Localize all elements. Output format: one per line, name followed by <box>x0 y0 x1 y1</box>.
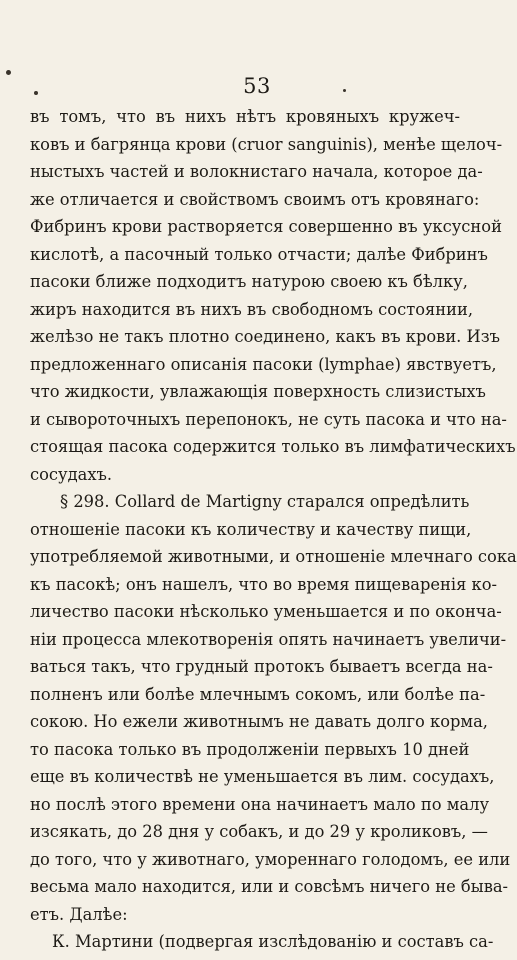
text-line: но послѣ этого времени она начинаетъ мало по малу <box>30 794 490 814</box>
text-line: то пасока только въ продолженіи первыхъ 10 дней <box>30 739 470 759</box>
text-line: изсякать, до 28 дня у собакъ, и до 29 у кроликовъ, — <box>30 822 488 841</box>
text-line: къ пасокѣ; онъ нашелъ, что во время пищеваренія ко- <box>30 574 498 594</box>
text-line: кислотѣ, а пасочный только отчасти; далѣе Фибринъ <box>30 244 488 264</box>
text-line: ваться такъ, что грудный протокъ бываетъ всегда на- <box>30 657 493 676</box>
text-line: еще въ количествѣ не уменьшается въ лим. сосудахъ, <box>30 767 495 786</box>
text-line: ныстыхъ частей и волокнистаго начала, которое да- <box>30 162 483 181</box>
text-line: ковъ и багрянца крови (cruor sanguinis), менѣе щелоч- <box>30 134 503 154</box>
text-line: сокою. Но ежели животнымъ не давать долго корма, <box>30 712 488 731</box>
text-line: употребляемой животными, и отношеніе млечнаго сока <box>30 547 517 566</box>
text-line: желѣзо не такъ плотно соединено, какъ въ крови. Изъ <box>30 327 500 346</box>
text-line: жиръ находится въ нихъ въ свободномъ состоянии, <box>30 299 474 319</box>
text-line: же отличается и свойствомъ своимъ отъ кровянаго: <box>30 189 480 209</box>
text-line: до того, что у животнаго, умореннаго голодомъ, ее или <box>30 849 511 869</box>
text-line: полненъ или болѣе млечнымъ сокомъ, или болѣе па- <box>30 684 486 704</box>
text-line: что жидкости, увлажающія поверхность слизистыхъ <box>30 382 486 401</box>
text-line: и сывороточныхъ перепонокъ, не суть пасока и что на- <box>30 409 507 429</box>
text-line: ніи процесса млекотворенія опять начинаетъ увеличи- <box>30 629 507 649</box>
text-line: пасоки ближе подходитъ натурою своею къ бѣлку, <box>30 272 468 291</box>
text-line: етъ. Далѣе: <box>30 904 128 924</box>
text-line: сосудахъ. <box>30 464 113 484</box>
text-line: въ томъ, что въ нихъ нѣтъ кровяныхъ кружеч- <box>30 107 460 126</box>
page-number: 53 <box>243 74 271 98</box>
text-line: стоящая пасока содержится только въ лимфатическихъ <box>30 437 516 456</box>
text-line: личество пасоки нѣсколько уменьшается и по оконча- <box>30 602 502 621</box>
body-text <box>30 103 517 956</box>
paragraph-start-line: § 298. Collard de Martigny старался опредѣлить <box>60 492 470 511</box>
text-line: отношеніе пасоки къ количеству и качеству пищи, <box>30 519 472 539</box>
text-line: предложеннаго описанія пасоки (lymphae) явствуетъ, <box>30 354 497 374</box>
text-line: Фибринъ крови растворяется совершенно въ уксусной <box>30 217 502 236</box>
text-line: весьма мало находится, или и совсѣмъ ничего не быва- <box>30 877 509 896</box>
paragraph-start-line: К. Мартини (подвергая изслѣдованію и составъ са- <box>52 932 494 951</box>
